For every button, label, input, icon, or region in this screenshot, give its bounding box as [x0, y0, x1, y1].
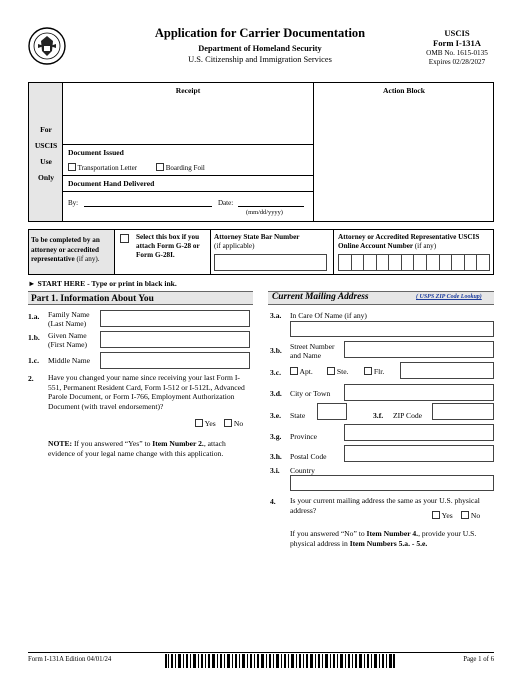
- by-label: By:: [68, 199, 79, 207]
- document-hand-delivered-label: Document Hand Delivered: [68, 179, 155, 188]
- name-change-question: Have you changed your name since receiving your last Form I-551, Permanent Resident Card, Form I-512 or I-512L, Advanced Parole Document, or Form I-766, Employment Authorization Document (with travel endorsement)?: [48, 373, 245, 411]
- q4-no-checkbox[interactable]: [461, 511, 469, 519]
- usps-zip-lookup-link[interactable]: ( USPS ZIP Code Lookup): [416, 294, 482, 300]
- city-label: City or Town: [290, 389, 331, 398]
- city-input[interactable]: [344, 384, 494, 401]
- date-line[interactable]: [238, 206, 304, 207]
- name-change-note: NOTE: If you answered “Yes” to Item Number 2., attach evidence of your legal name change with this application.: [48, 439, 226, 458]
- q3h-number: 3.h.: [270, 452, 282, 461]
- transportation-letter-option[interactable]: Transportation Letter: [68, 163, 137, 172]
- q4-yes-option[interactable]: Yes: [432, 511, 453, 520]
- given-name-label: Given Name (First Name): [48, 331, 88, 349]
- q3a-number: 3.a.: [270, 311, 282, 320]
- q2-yes-checkbox[interactable]: [195, 419, 203, 427]
- q3i-number: 3.i.: [270, 466, 280, 475]
- g28-select-text: Select this box if you attach Form G-28 or Form G-28I.: [136, 233, 200, 259]
- q4-no-option[interactable]: No: [461, 511, 480, 520]
- footer-rule: [28, 652, 494, 653]
- dhs-seal-icon: [28, 27, 66, 65]
- state-input[interactable]: [317, 403, 347, 420]
- mailing-address-title: Current Mailing Address: [272, 292, 369, 302]
- q4-number: 4.: [270, 497, 276, 506]
- account-number-label: Attorney or Accredited Representative USCIS Online Account Number (if any): [338, 233, 480, 250]
- bar-applicable-label: (if applicable): [214, 242, 255, 250]
- date-label: Date:: [218, 199, 234, 207]
- q1c-number: 1.c.: [28, 356, 39, 365]
- q2-no-option[interactable]: No: [224, 419, 243, 428]
- q1b-number: 1.b.: [28, 333, 40, 342]
- zip-label: ZIP Code: [393, 411, 423, 420]
- ste-option[interactable]: Ste.: [327, 367, 349, 376]
- attorney-completed-by: To be completed by an attorney or accredited representative (if any).: [29, 230, 115, 274]
- hand-delivered-divider: [63, 175, 313, 176]
- province-label: Province: [290, 432, 317, 441]
- state-label: State: [290, 411, 306, 420]
- receipt-divider: [313, 83, 314, 221]
- attorney-divider-1: [210, 230, 211, 274]
- bar-number-input[interactable]: [214, 254, 327, 271]
- by-line[interactable]: [84, 206, 212, 207]
- middle-name-input[interactable]: [100, 352, 250, 369]
- country-input[interactable]: [290, 475, 494, 491]
- omb-number: OMB No. 1615-0135: [426, 49, 488, 57]
- page-number: Page 1 of 6: [463, 656, 494, 663]
- q2-yes-option[interactable]: Yes: [195, 419, 216, 428]
- agency-name: U.S. Citizenship and Immigration Services: [188, 55, 332, 64]
- form-edition: Form I-131A Edition 04/01/24: [28, 656, 112, 663]
- physical-address-instruction: If you answered “No” to Item Number 4., provide your U.S. physical address in Item Numbers 5.a. - 5.e.: [290, 529, 477, 548]
- province-input[interactable]: [344, 424, 494, 441]
- family-name-label: Family Name (Last Name): [48, 310, 90, 328]
- flr-option[interactable]: Flr.: [364, 367, 384, 376]
- postal-code-input[interactable]: [344, 445, 494, 462]
- date-format-hint: (mm/dd/yyyy): [246, 209, 283, 216]
- country-label: Country: [290, 466, 315, 475]
- action-block-header: Action Block: [383, 86, 425, 95]
- bar-number-label: Attorney State Bar Number: [214, 233, 300, 241]
- dhs-seal: [28, 27, 66, 65]
- in-care-of-label: In Care Of Name (if any): [290, 311, 367, 320]
- q3c-number: 3.c.: [270, 368, 281, 377]
- form-number: Form I-131A: [433, 38, 481, 48]
- flr-checkbox[interactable]: [364, 367, 372, 375]
- document-issued-row: [63, 144, 313, 145]
- transportation-letter-checkbox[interactable]: [68, 163, 76, 171]
- q3d-number: 3.d.: [270, 389, 282, 398]
- expiration-date: Expires 02/28/2027: [428, 58, 486, 66]
- apt-option[interactable]: Apt.: [290, 367, 313, 376]
- q2-number: 2.: [28, 374, 34, 383]
- uscis-label: USCIS: [444, 28, 470, 38]
- boarding-foil-option[interactable]: Boarding Foil: [156, 163, 205, 172]
- q1a-number: 1.a.: [28, 312, 40, 321]
- document-issued-label: Document Issued: [68, 148, 124, 157]
- form-title: Application for Carrier Documentation: [154, 26, 366, 40]
- street-label: Street Number and Name: [290, 342, 335, 360]
- q3b-number: 3.b.: [270, 346, 282, 355]
- hand-delivered-divider-2: [63, 191, 313, 192]
- start-here: ► START HERE - Type or print in black ink.: [28, 279, 177, 288]
- q2-no-checkbox[interactable]: [224, 419, 232, 427]
- q3f-number: 3.f.: [373, 411, 384, 420]
- arrow-right-icon: ►: [28, 279, 36, 288]
- boarding-foil-checkbox[interactable]: [156, 163, 164, 171]
- receipt-header: Receipt: [175, 86, 201, 95]
- ste-checkbox[interactable]: [327, 367, 335, 375]
- postal-code-label: Postal Code: [290, 452, 327, 461]
- middle-name-label: Middle Name: [48, 356, 90, 365]
- attorney-divider-2: [333, 230, 334, 274]
- account-number-input[interactable]: [338, 254, 490, 271]
- given-name-input[interactable]: [100, 331, 250, 348]
- family-name-input[interactable]: [100, 310, 250, 327]
- zip-input[interactable]: [432, 403, 494, 420]
- q4-yes-checkbox[interactable]: [432, 511, 440, 519]
- q3g-number: 3.g.: [270, 432, 282, 441]
- unit-number-input[interactable]: [400, 362, 494, 379]
- same-address-question: Is your current mailing address the same as your U.S. physical address?: [290, 496, 480, 515]
- g28-checkbox[interactable]: [120, 234, 129, 243]
- part1-title: Part 1. Information About You: [28, 291, 253, 305]
- q3e-number: 3.e.: [270, 411, 281, 420]
- apt-checkbox[interactable]: [290, 367, 298, 375]
- side-label: For USCIS Use Only: [34, 125, 58, 182]
- barcode: [165, 654, 395, 668]
- department-name: Department of Homeland Security: [198, 44, 322, 53]
- barcode-icon: [165, 654, 395, 668]
- street-input[interactable]: [344, 341, 494, 358]
- in-care-of-input[interactable]: [290, 321, 494, 337]
